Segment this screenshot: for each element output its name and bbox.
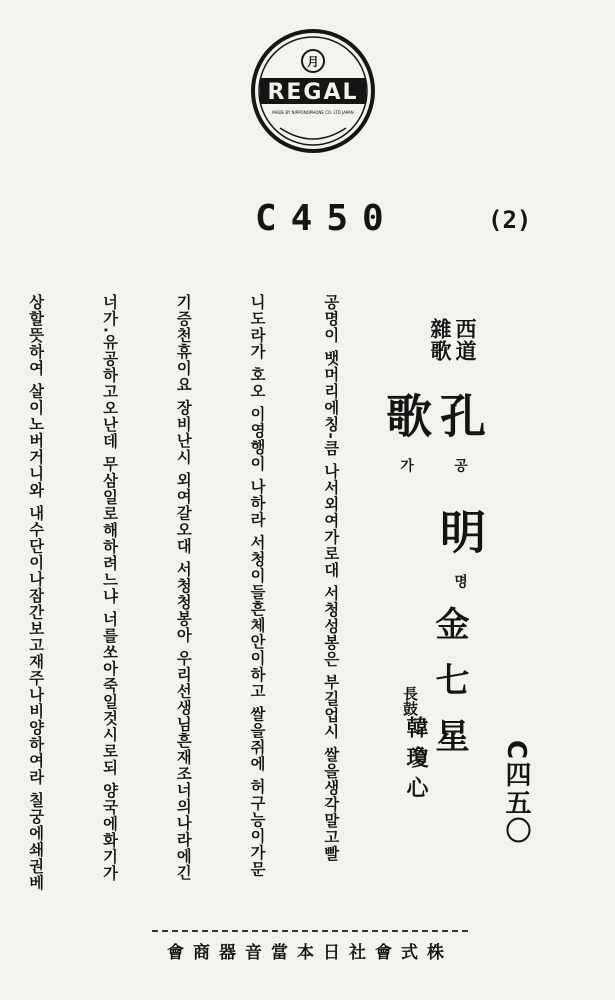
lyric-line: 기증천휴이요 장비난시 외여갈오대 서청청봉아 우리선생님흔재조너의나라에긴 — [174, 294, 193, 882]
side-number: (2) — [488, 206, 532, 234]
brand-name: REGAL — [267, 80, 359, 105]
catalog-number-vertical: C四五〇 — [501, 740, 531, 846]
title-reading: 명 — [452, 574, 468, 589]
footer-divider — [152, 930, 468, 932]
title-char: 明 — [433, 508, 487, 575]
title-char: 孔 — [433, 392, 487, 458]
performer-name: 金七星 — [429, 606, 469, 774]
publisher-name: 會商器音當本日社會式株 — [167, 943, 453, 963]
title-reading: 공 — [452, 458, 468, 472]
lyric-line: 니도라가 호오 이영행이 나하라 서청이들흔체안이하고 쌀을쥐에 허구능이가문 — [248, 294, 267, 878]
regal-logo — [250, 28, 376, 154]
genre-line-2: 雜歌 — [428, 318, 453, 362]
lyrics-block — [26, 294, 392, 910]
brand-tagline: MADE BY NIPPONOPHONE CO. LTD JAPAN — [272, 110, 354, 115]
lyric-line: 상할뜻하여 살이노버거니와 내수단이나잠간보고재주나비양하여라 칠궁에쇄권베 — [26, 294, 45, 892]
accompaniment-role: 長鼓 — [401, 686, 419, 716]
title-char: 歌 — [379, 392, 433, 458]
lyric-line: 공명이 뱃머리에칭-큼 나서외여가로대 서청성봉은 부길업시 쌀을생각말고빨 — [321, 294, 340, 863]
accompanist-name: 韓瓊心 — [403, 716, 429, 806]
genre-line-1: 西道 — [453, 318, 478, 362]
regal-logo-badge — [250, 28, 376, 154]
logo-mark: 月 — [306, 55, 320, 69]
catalog-number: C450 — [255, 198, 398, 239]
song-title — [379, 392, 487, 592]
title-reading: 가 — [398, 458, 414, 472]
lyric-line: 너가.유공하고오난데 무삼일로해하려느냐 너를쏘아죽일것시로되 양국에화기가 — [100, 294, 119, 882]
